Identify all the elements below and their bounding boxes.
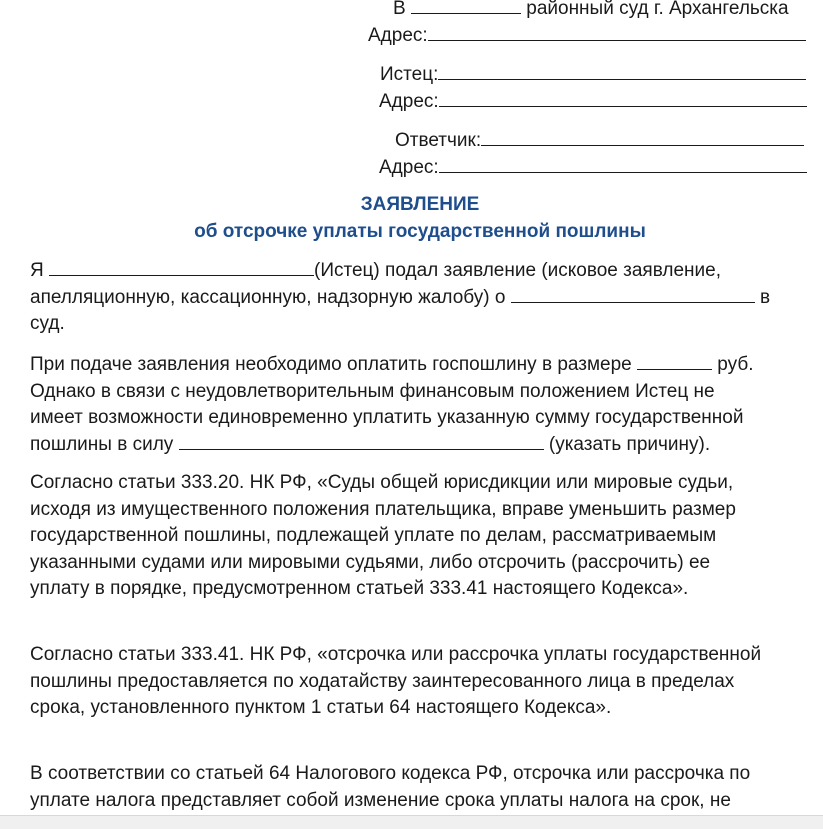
plaintiff-blank[interactable] bbox=[438, 62, 806, 80]
court-address-label: Адрес: bbox=[368, 25, 428, 46]
document-subtitle: об отсрочке уплаты государственной пошлины bbox=[194, 221, 646, 242]
p1-l1-end: (Истец) подал заявление (исковое заявление, bbox=[314, 260, 721, 281]
court-name-blank[interactable] bbox=[411, 0, 521, 14]
paragraph-4 bbox=[30, 642, 810, 722]
p2-l4-end: (указать причину). bbox=[548, 433, 711, 455]
court-address-line bbox=[368, 23, 806, 47]
p1-l1-start: Я bbox=[30, 260, 44, 281]
plaintiff-name-blank[interactable] bbox=[49, 258, 314, 276]
court-prefix: В bbox=[393, 0, 406, 19]
plaintiff-address-line bbox=[379, 89, 807, 113]
plaintiff-line bbox=[380, 62, 806, 86]
paragraph-3 bbox=[30, 470, 810, 603]
p2-l1-start: При подаче заявления необходимо оплатить госпошлину в размере bbox=[30, 354, 632, 375]
paragraph-2-line-2: Однако в связи с неудовлетворительным финансовым положением Истец не bbox=[30, 380, 715, 402]
p1-l2-start: апелляционную, кассационную, надзорную жалобу) о bbox=[30, 286, 506, 308]
paragraph-3-line-5: уплату в порядке, предусмотренном статьей 333.41 настоящего Кодекса». bbox=[30, 578, 689, 600]
paragraph-3-line-1: Согласно статьи 333.20. НК РФ, «Суды общей юрисдикции или мировые судьи, bbox=[30, 472, 734, 493]
defendant-label: Ответчик: bbox=[395, 130, 482, 151]
court-line bbox=[393, 0, 789, 20]
plaintiff-address-label: Адрес: bbox=[379, 91, 439, 112]
paragraph-5-line-2: уплате налога представляет собой изменение срока уплаты налога на срок, не bbox=[30, 789, 731, 811]
paragraph-3-line-4: указанными судами или мировыми судьями, либо отсрочить (рассрочить) ее bbox=[30, 551, 711, 573]
p1-l2-end: в bbox=[759, 286, 771, 308]
paragraph-2 bbox=[30, 352, 810, 458]
plaintiff-address-blank[interactable] bbox=[439, 89, 807, 107]
reason-blank[interactable] bbox=[179, 432, 544, 450]
paragraph-5 bbox=[30, 761, 810, 814]
defendant-blank[interactable] bbox=[481, 128, 804, 146]
paragraph-2-line-4 bbox=[30, 432, 810, 459]
p2-l4-start: пошлины в силу bbox=[30, 433, 174, 455]
p2-l1-end: руб. bbox=[717, 354, 754, 375]
plaintiff-label: Истец: bbox=[380, 64, 439, 85]
paragraph-4-line-2: пошлины предоставляется по ходатайству заинтересованного лица в пределах bbox=[30, 670, 735, 692]
paragraph-4-line-3: срока, установленного пунктом 1 статьи 64 настоящего Кодекса». bbox=[30, 697, 612, 719]
document-title: ЗАЯВЛЕНИЕ bbox=[360, 194, 480, 215]
defendant-address-line bbox=[379, 155, 807, 179]
paragraph-3-line-2: исходя из имущественного положения плательщика, вправе уменьшить размер bbox=[30, 498, 736, 520]
fee-amount-blank[interactable] bbox=[637, 352, 712, 370]
paragraph-1 bbox=[30, 258, 810, 338]
paragraph-2-line-1 bbox=[30, 352, 810, 379]
paragraph-1-line-3: суд. bbox=[30, 313, 65, 335]
paragraph-2-line-3: имеет возможности единовременно уплатить указанную сумму государственной bbox=[30, 407, 744, 429]
paragraph-1-line-2 bbox=[30, 285, 810, 312]
defendant-address-label: Адрес: bbox=[379, 157, 439, 178]
paragraph-1-line-1 bbox=[30, 258, 810, 285]
court-address-blank[interactable] bbox=[428, 23, 806, 41]
paragraph-4-line-1: Согласно статьи 333.41. НК РФ, «отсрочка или рассрочка уплаты государственной bbox=[30, 644, 762, 665]
defendant-line bbox=[395, 128, 804, 152]
claim-subject-blank[interactable] bbox=[511, 285, 755, 303]
horizontal-scrollbar[interactable] bbox=[0, 815, 823, 829]
defendant-address-blank[interactable] bbox=[439, 155, 807, 173]
court-suffix: районный суд г. Архангельска bbox=[526, 0, 789, 19]
paragraph-5-line-1: В соответствии со статьей 64 Налогового кодекса РФ, отсрочка или рассрочка по bbox=[30, 763, 751, 784]
paragraph-3-line-3: государственной пошлины, подлежащей уплате по делам, рассматриваемым bbox=[30, 525, 717, 547]
